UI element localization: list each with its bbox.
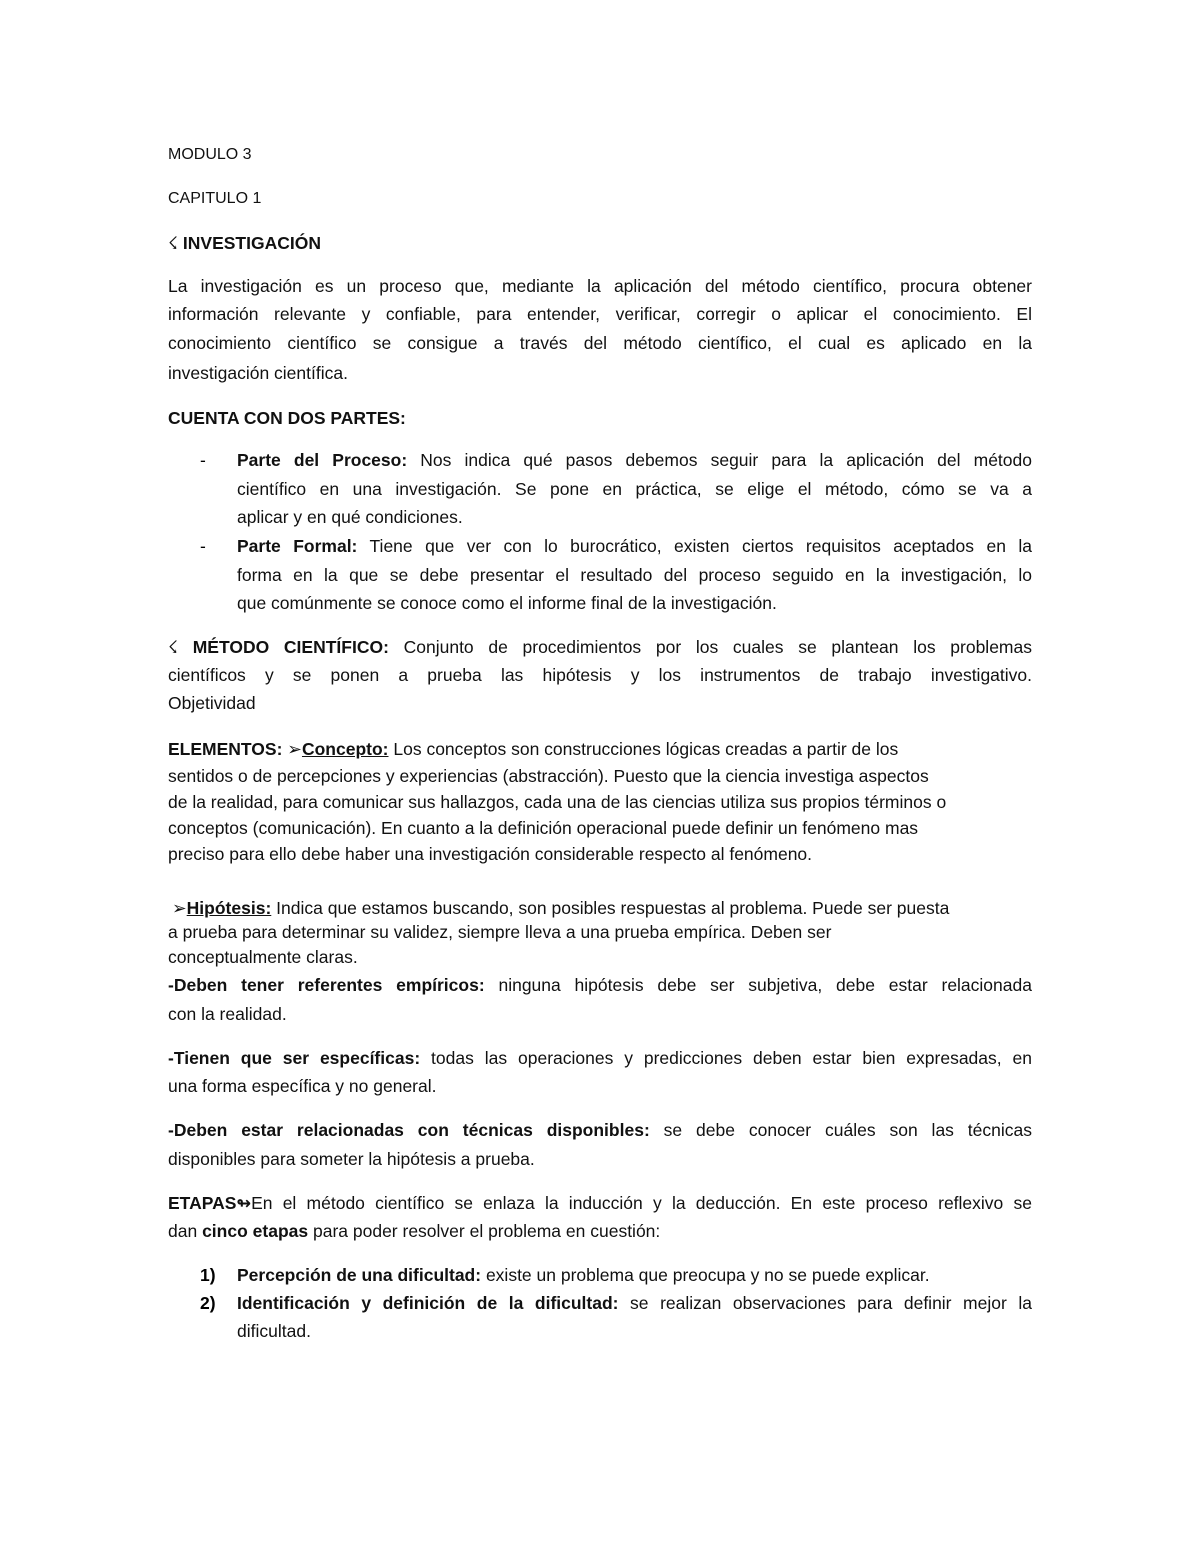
partes-heading: CUENTA CON DOS PARTES: (168, 408, 406, 428)
list-dash: - (200, 536, 206, 556)
requisito-line: -Tienen que ser específicas: todas las operaciones y predicciones deben estar bien expresadas, en (168, 1048, 1032, 1068)
investigacion-text-line: conocimiento científico se consigue a través del método científico, el cual es aplicado en la (168, 333, 1032, 353)
module-title: MODULO 3 (168, 146, 252, 163)
section-investigacion-heading (168, 232, 321, 255)
arrowhead-icon: ➢ (172, 899, 187, 919)
chapter-title: CAPITULO 1 (168, 190, 262, 207)
etapa-item: Identificación y definición de la dificultad: se realizan observaciones para definir mejor la (237, 1293, 1032, 1313)
wave-arrow-icon: ↬ (236, 1194, 252, 1214)
investigacion-text-line: información relevante y confiable, para entender, verificar, corregir o aplicar el conocimiento. El (168, 304, 1032, 324)
parte-proceso-line: aplicar y en qué condiciones. (237, 507, 463, 527)
requisito-line: -Deben estar relacionadas con técnicas disponibles: se debe conocer cuáles son las técnicas (168, 1120, 1033, 1140)
parte-proceso-line: Parte del Proceso: Nos indica qué pasos debemos seguir para la aplicación del método (237, 450, 1032, 470)
metodo-line: ☇ MÉTODO CIENTÍFICO: Conjunto de procedimientos por los cuales se plantean los problemas (168, 637, 1032, 658)
arrowhead-icon: ➢ (287, 740, 302, 760)
hipotesis-line: a prueba para determinar su validez, siempre lleva a una prueba empírica. Deben ser (168, 922, 832, 942)
parte-proceso-line: científico en una investigación. Se pone en práctica, se elige el método, cómo se va a (237, 479, 1032, 499)
hipotesis-line: ➢Hipótesis: Indica que estamos buscando, son posibles respuestas al problema. Puede ser puesta (172, 898, 950, 919)
investigacion-title: INVESTIGACIÓN (182, 233, 321, 253)
etapas-line: ETAPAS↬En el método científico se enlaza la inducción y la deducción. En este proceso reflexivo se (168, 1193, 1032, 1214)
concepto-line: preciso para ello debe haber una investigación considerable respecto al fenómeno. (168, 844, 813, 864)
requisito-line: una forma específica y no general. (168, 1076, 437, 1096)
parte-formal-line: Parte Formal: Tiene que ver con lo burocrático, existen ciertos requisitos aceptados en la (237, 536, 1032, 556)
parte-formal-line: que comúnmente se conoce como el informe final de la investigación. (237, 593, 777, 613)
investigacion-text-line: investigación científica. (168, 363, 348, 383)
list-number: 2) (200, 1293, 216, 1313)
etapa-item: Percepción de una dificultad: existe un problema que preocupa y no se puede explicar. (237, 1265, 930, 1285)
etapa-item: dificultad. (237, 1321, 311, 1341)
metodo-line: Objetividad (168, 693, 256, 713)
requisito-line: disponibles para someter la hipótesis a prueba. (168, 1149, 535, 1169)
etapas-line: dan cinco etapas para poder resolver el problema en cuestión: (168, 1221, 661, 1241)
list-number: 1) (200, 1265, 216, 1285)
arrow-bullet-icon: ☇ (168, 638, 179, 658)
requisito-line: -Deben tener referentes empíricos: ninguna hipótesis debe ser subjetiva, debe estar relacionada (168, 975, 1032, 995)
hipotesis-line: conceptualmente claras. (168, 947, 358, 967)
concepto-line: conceptos (comunicación). En cuanto a la definición operacional puede definir un fenómeno mas (168, 818, 919, 838)
investigacion-text-line: La investigación es un proceso que, mediante la aplicación del método científico, procura obtener (168, 276, 1032, 296)
arrow-bullet-icon: ☇ (168, 234, 179, 254)
parte-formal-line: forma en la que se debe presentar el resultado del proceso seguido en la investigación, lo (237, 565, 1032, 585)
concepto-line: de la realidad, para comunicar sus hallazgos, cada una de las ciencias utiliza sus propios términos o (168, 792, 947, 812)
requisito-line: con la realidad. (168, 1004, 287, 1024)
concepto-line: sentidos o de percepciones y experiencias (abstracción). Puesto que la ciencia investiga aspectos (168, 766, 929, 786)
metodo-line: científicos y se ponen a prueba las hipótesis y los instrumentos de trabajo investigativo. (168, 665, 1032, 685)
list-dash: - (200, 450, 206, 470)
elementos-concepto-line: ELEMENTOS: ➢Concepto: Los conceptos son construcciones lógicas creadas a partir de los (168, 739, 899, 760)
